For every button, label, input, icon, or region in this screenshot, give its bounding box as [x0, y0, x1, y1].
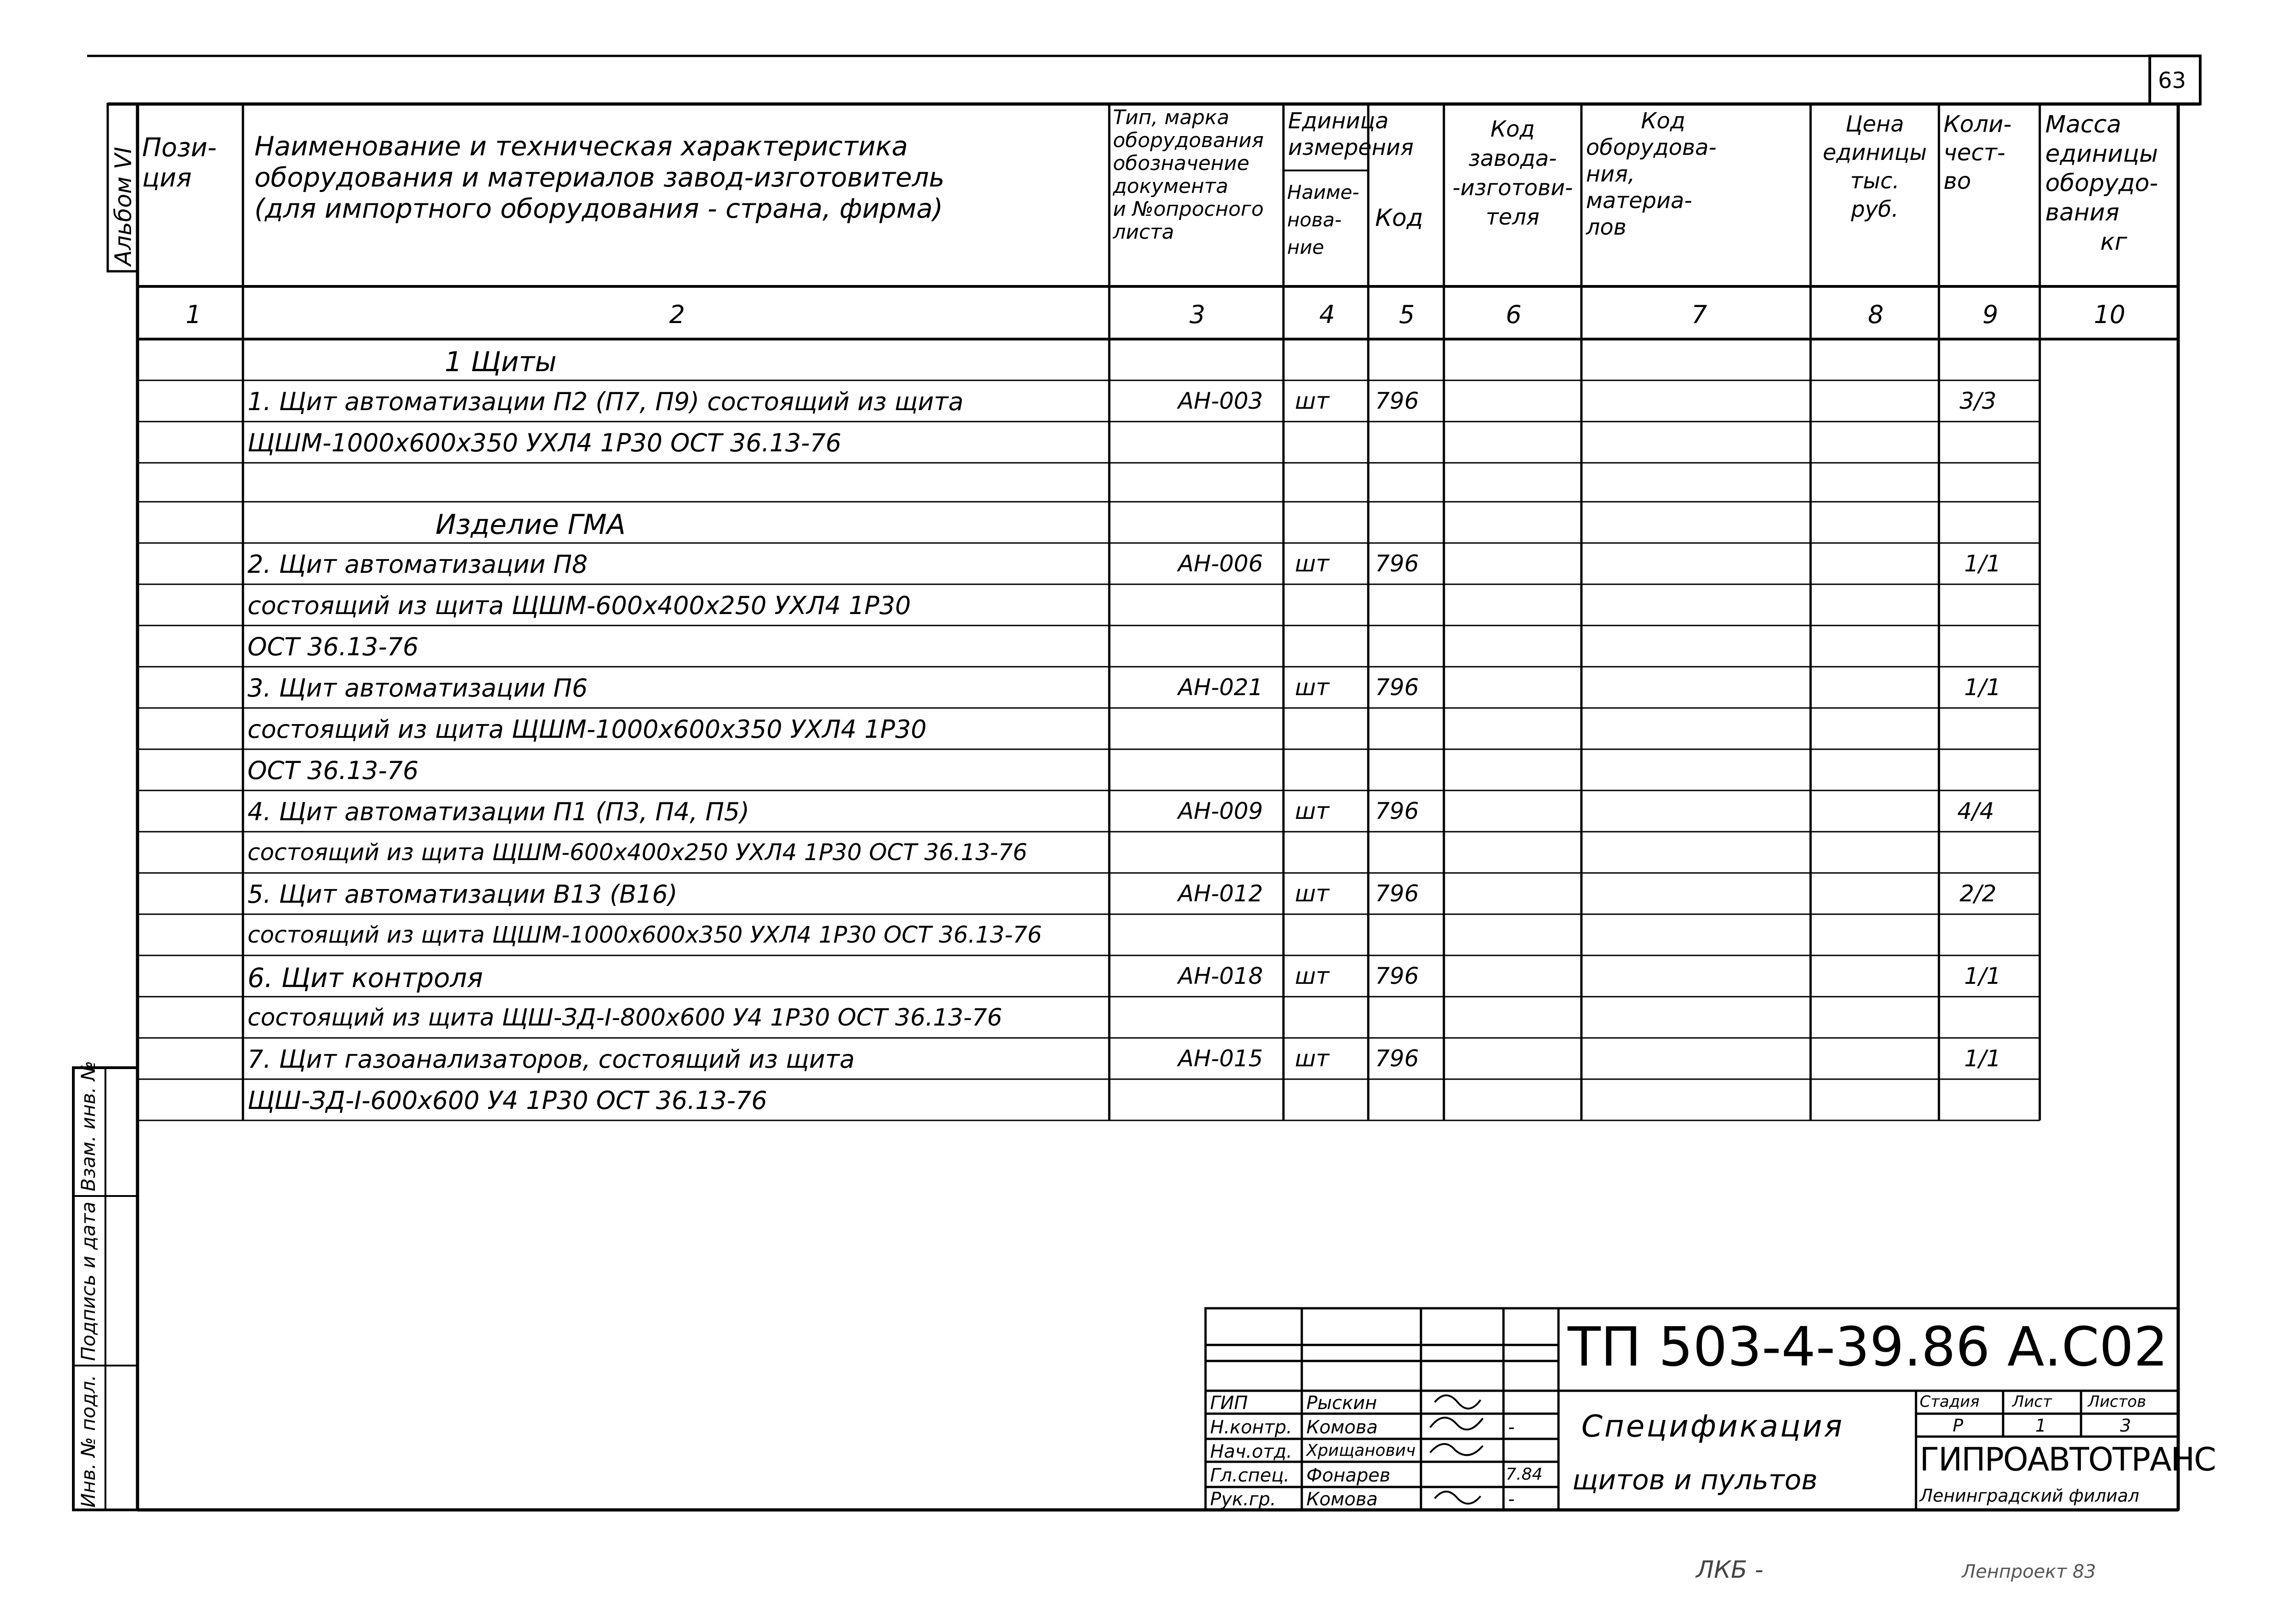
album-label: Альбом VI: [110, 147, 137, 266]
stamp-replacement-inv: Взам. инв. №: [77, 1060, 99, 1191]
row-name: 2. Щит автоматизации П8: [248, 550, 588, 579]
sheets-value: 3: [2120, 1416, 2131, 1436]
name-ruk-gr: Комова: [1306, 1489, 1378, 1510]
row-qty: 4/4: [1957, 798, 1994, 824]
row-name: 7. Щит газоанализаторов, состоящий из щита: [248, 1045, 855, 1074]
row-name: 3. Щит автоматизации П6: [248, 674, 588, 702]
date-ruk-gr: -: [1508, 1489, 1515, 1510]
col-number-7: 7: [1691, 300, 1707, 329]
role-nach-otd: Нач.отд.: [1210, 1441, 1293, 1462]
row-code: 796: [1375, 798, 1419, 824]
row-qty: 2/2: [1960, 880, 1997, 907]
row-unit: шт: [1295, 963, 1329, 989]
header-name: Наименование и техническая характеристика оборудования и материалов завод-изготовитель (для импортного оборудования - страна, фирма): [254, 131, 945, 224]
col-number-6: 6: [1506, 300, 1522, 329]
stage-label: Стадия: [1920, 1393, 1980, 1411]
row-name: ОСТ 36.13-76: [248, 632, 419, 661]
row-code: 796: [1375, 880, 1419, 907]
row-type: АН-003: [1178, 388, 1263, 414]
org-name: ГИПРОАВТОТРАНС: [1920, 1441, 2216, 1478]
row-code: 796: [1375, 388, 1419, 414]
doc-title-line1: Спецификация: [1581, 1409, 1844, 1444]
row-unit: шт: [1295, 388, 1329, 414]
row-code: 796: [1375, 963, 1419, 989]
section-heading: 1 Щиты: [445, 346, 557, 378]
row-type: АН-018: [1178, 963, 1263, 989]
role-gip: ГИП: [1210, 1393, 1248, 1414]
signature-fonarev: [1430, 1444, 1483, 1455]
row-unit: шт: [1295, 550, 1329, 577]
col-number-9: 9: [1982, 300, 1999, 329]
row-code: 796: [1375, 550, 1419, 577]
header-quantity: Коли- чест- во: [1944, 111, 2012, 194]
header-unit-code: Код: [1375, 204, 1423, 232]
stamp-inv-no: Инв. № подл.: [77, 1375, 99, 1508]
stamp-signature-date: Подпись и дата: [77, 1202, 99, 1361]
col-number-10: 10: [2094, 300, 2125, 329]
row-type: АН-006: [1178, 550, 1263, 577]
col-number-1: 1: [186, 300, 202, 329]
header-equipment-code: Код оборудова- ния, материа- лов: [1586, 108, 1717, 240]
stage-value: Р: [1953, 1416, 1963, 1436]
header-position: Пози- ция: [142, 133, 217, 193]
row-unit: шт: [1295, 798, 1329, 824]
row-unit: шт: [1295, 880, 1329, 907]
header-unit-group: Единица измерения: [1288, 108, 1414, 160]
role-n-kontr: Н.контр.: [1210, 1417, 1292, 1438]
row-name: 4. Щит автоматизации П1 (П3, П4, П5): [248, 797, 749, 826]
signature-komova: [1435, 1395, 1481, 1409]
role-gl-spec: Гл.спец.: [1210, 1465, 1290, 1486]
row-name: 5. Щит автоматизации В13 (В16): [248, 880, 677, 909]
row-type: АН-021: [1178, 674, 1263, 701]
signature-komova-2: [1435, 1492, 1481, 1503]
col-number-2: 2: [669, 300, 685, 329]
row-qty: 1/1: [1964, 674, 2001, 701]
row-name: состоящий из щита ЩШМ-600х400х250 УХЛ4 1Р30: [248, 591, 911, 620]
row-name: 1. Щит автоматизации П2 (П7, П9) состоящий из щита: [248, 387, 964, 416]
doc-title-line2: щитов и пультов: [1572, 1464, 1818, 1496]
row-unit: шт: [1295, 674, 1329, 701]
row-name: ЩШ-ЗД-I-600х600 У4 1Р30 ОСТ 36.13-76: [248, 1086, 767, 1115]
sheet-label: Лист: [2012, 1393, 2052, 1411]
footer-left-mark: ЛКБ -: [1696, 1556, 1763, 1584]
footer-right-mark: Ленпроект 83: [1962, 1561, 2096, 1582]
row-code: 796: [1375, 674, 1419, 701]
row-name: состоящий из щита ЩШ-ЗД-I-800х600 У4 1Р30 ОСТ 36.13-76: [248, 1004, 1002, 1031]
col-number-3: 3: [1189, 300, 1206, 329]
sheet-value: 1: [2035, 1416, 2047, 1436]
signature-khrishchanovich: [1430, 1418, 1483, 1430]
col-number-5: 5: [1399, 300, 1415, 329]
row-name: 6. Щит контроля: [248, 962, 483, 993]
header-price: Цена единицы тыс. руб.: [1823, 111, 1927, 222]
row-name: ОСТ 36.13-76: [248, 756, 419, 785]
header-mass: Масса единицы оборудо- вания кг: [2045, 111, 2158, 256]
sheets-label: Листов: [2088, 1393, 2147, 1411]
role-ruk-gr: Рук.гр.: [1210, 1489, 1276, 1510]
header-unit-name: Наиме- нова- ние: [1287, 181, 1360, 258]
name-nach-otd: Хрищанович: [1306, 1441, 1416, 1460]
row-name: состоящий из щита ЩШМ-600х400х250 УХЛ4 1Р30 ОСТ 36.13-76: [248, 839, 1028, 866]
section-heading: Изделие ГМА: [435, 509, 626, 541]
row-name: ЩШМ-1000х600х350 УХЛ4 1Р30 ОСТ 36.13-76: [248, 428, 842, 457]
row-code: 796: [1375, 1045, 1419, 1072]
row-qty: 1/1: [1964, 963, 2001, 989]
row-type: АН-015: [1178, 1045, 1263, 1072]
name-n-kontr: Комова: [1306, 1417, 1378, 1438]
row-qty: 3/3: [1960, 388, 1997, 414]
org-branch: Ленинградский филиал: [1920, 1486, 2140, 1506]
date-n-kontr: -: [1508, 1417, 1515, 1438]
date-gl-spec: 7.84: [1506, 1465, 1543, 1484]
name-gip: Рыскин: [1306, 1393, 1377, 1414]
page-number: 63: [2158, 68, 2186, 93]
col-number-4: 4: [1319, 300, 1335, 329]
row-name: состоящий из щита ЩШМ-1000х600х350 УХЛ4 1Р30: [248, 715, 927, 744]
header-factory-code: Код завода- -изготови- теля: [1452, 116, 1573, 230]
header-type: Тип, марка оборудования обозначение документа и №опросного листа: [1113, 106, 1264, 244]
row-unit: шт: [1295, 1045, 1329, 1072]
row-name: состоящий из щита ЩШМ-1000х600х350 УХЛ4 1Р30 ОСТ 36.13-76: [248, 922, 1042, 948]
row-type: АН-012: [1178, 880, 1263, 907]
col-number-8: 8: [1868, 300, 1884, 329]
row-qty: 1/1: [1964, 1045, 2001, 1072]
doc-code: ТП 503-4-39.86 А.С02: [1568, 1315, 2168, 1378]
row-type: АН-009: [1178, 798, 1263, 824]
row-qty: 1/1: [1964, 550, 2001, 577]
name-gl-spec: Фонарев: [1306, 1465, 1391, 1486]
